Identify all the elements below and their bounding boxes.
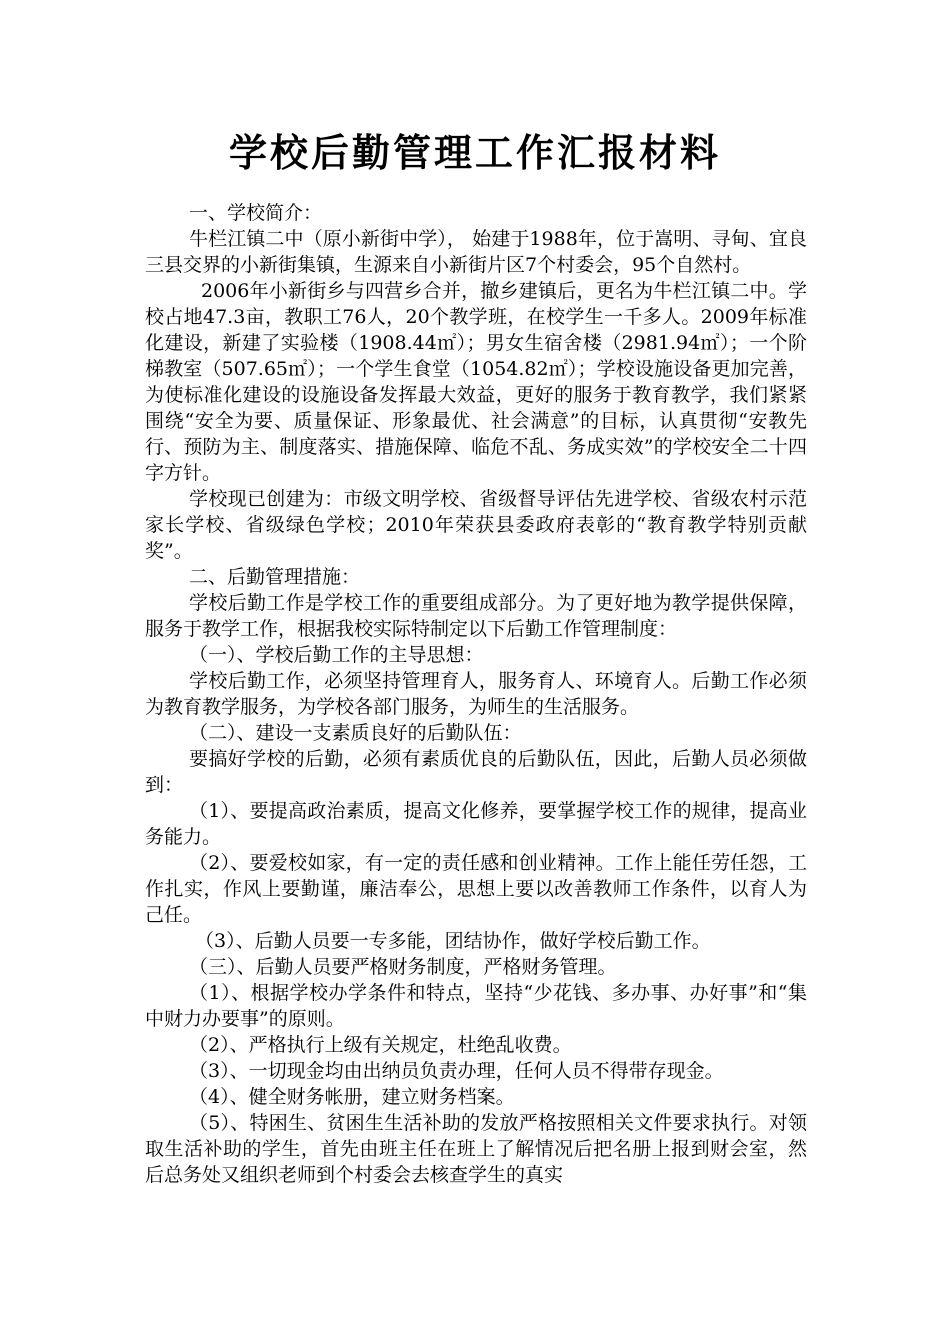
paragraph: 学校后勤工作，必须坚持管理育人，服务育人、环境育人。后勤工作必须为教育教学服务，为学校各部门服务，为师生的生活服务。: [145, 670, 807, 718]
paragraph: 2006年小新街乡与四营乡合并，撤乡建镇后，更名为牛栏江镇二中。学校占地47.3亩，教职工76人，20个教学班，在校学生一千多人。2009年标准化建设，新建了实验楼（1908.44㎡）；男女生宿舍楼（2981.94㎡）；一个阶梯教室（507.65㎡）；一个学生食堂（1054.82㎡）；学校设施设备更加完善，为使标准化建设的设施设备发挥最大效益，更好的服务于教育教学，我们紧紧围绕“安全为要、质量保证、形象最优、社会满意”的目标，认真贯彻“安教先行、预防为主、制度落实、措施保障、临危不乱、务成实效”的学校安全二十四字方针。: [145, 280, 807, 484]
list-item: （3）、后勤人员要一专多能，团结协作，做好学校后勤工作。: [195, 930, 711, 952]
list-item: （1）、要提高政治素质，提高文化修养，要掌握学校工作的规律，提高业务能力。: [145, 800, 807, 848]
paragraph: 学校现已创建为：市级文明学校、省级督导评估先进学校、省级农村示范家长学校、省级绿色学校；2010年荣获县委政府表彰的“教育教学特别贡献奖”。: [145, 488, 807, 562]
paragraph: 要搞好学校的后勤，必须有素质优良的后勤队伍，因此，后勤人员必须做到：: [145, 748, 807, 796]
subsection-heading: （三）、后勤人员要严格财务制度，严格财务管理。: [189, 956, 617, 978]
list-item: （2）、严格执行上级有关规定，杜绝乱收费。: [189, 1034, 572, 1056]
subsection-heading: （二）、建设一支素质良好的后勤队伍：: [189, 722, 522, 744]
document-title: 学校后勤管理工作汇报材料: [228, 131, 721, 175]
subsection-heading: （一）、学校后勤工作的主导思想：: [189, 644, 484, 666]
list-item: （4）、健全财务帐册，建立财务档案。: [189, 1086, 515, 1108]
paragraph: 牛栏江镇二中（原小新街中学）， 始建于1988年，位于嵩明、寻甸、宜良三县交界的小新街集镇，生源来自小新街片区7个村委会，95个自然村。: [145, 228, 807, 276]
list-item: （2）、要爱校如家，有一定的责任感和创业精神。工作上能任劳任怨，工作扎实，作风上要勤谨，廉洁奉公，思想上要以改善教师工作条件，以育人为己任。: [145, 852, 807, 926]
paragraph: 学校后勤工作是学校工作的重要组成部分。为了更好地为教学提供保障，服务于教学工作，根据我校实际特制定以下后勤工作管理制度：: [145, 592, 807, 640]
document-body: [145, 200, 807, 1188]
list-item: （3）、一切现金均由出纳员负责办理，任何人员不得带存现金。: [189, 1060, 724, 1082]
section-heading-measures: 二、后勤管理措施：: [189, 566, 361, 588]
section-heading-intro: 一、学校简介：: [189, 202, 323, 224]
list-item: （5）、特困生、贫困生生活补助的发放严格按照相关文件要求执行。对领取生活补助的学生，首先由班主任在班上了解情况后把名册上报到财会室，然后总务处又组织老师到个村委会去核查学生的真实: [145, 1112, 807, 1186]
list-item: （1）、根据学校办学条件和特点，坚持“少花钱、多办事、办好事”和“集中财力办要事”的原则。: [145, 982, 807, 1030]
